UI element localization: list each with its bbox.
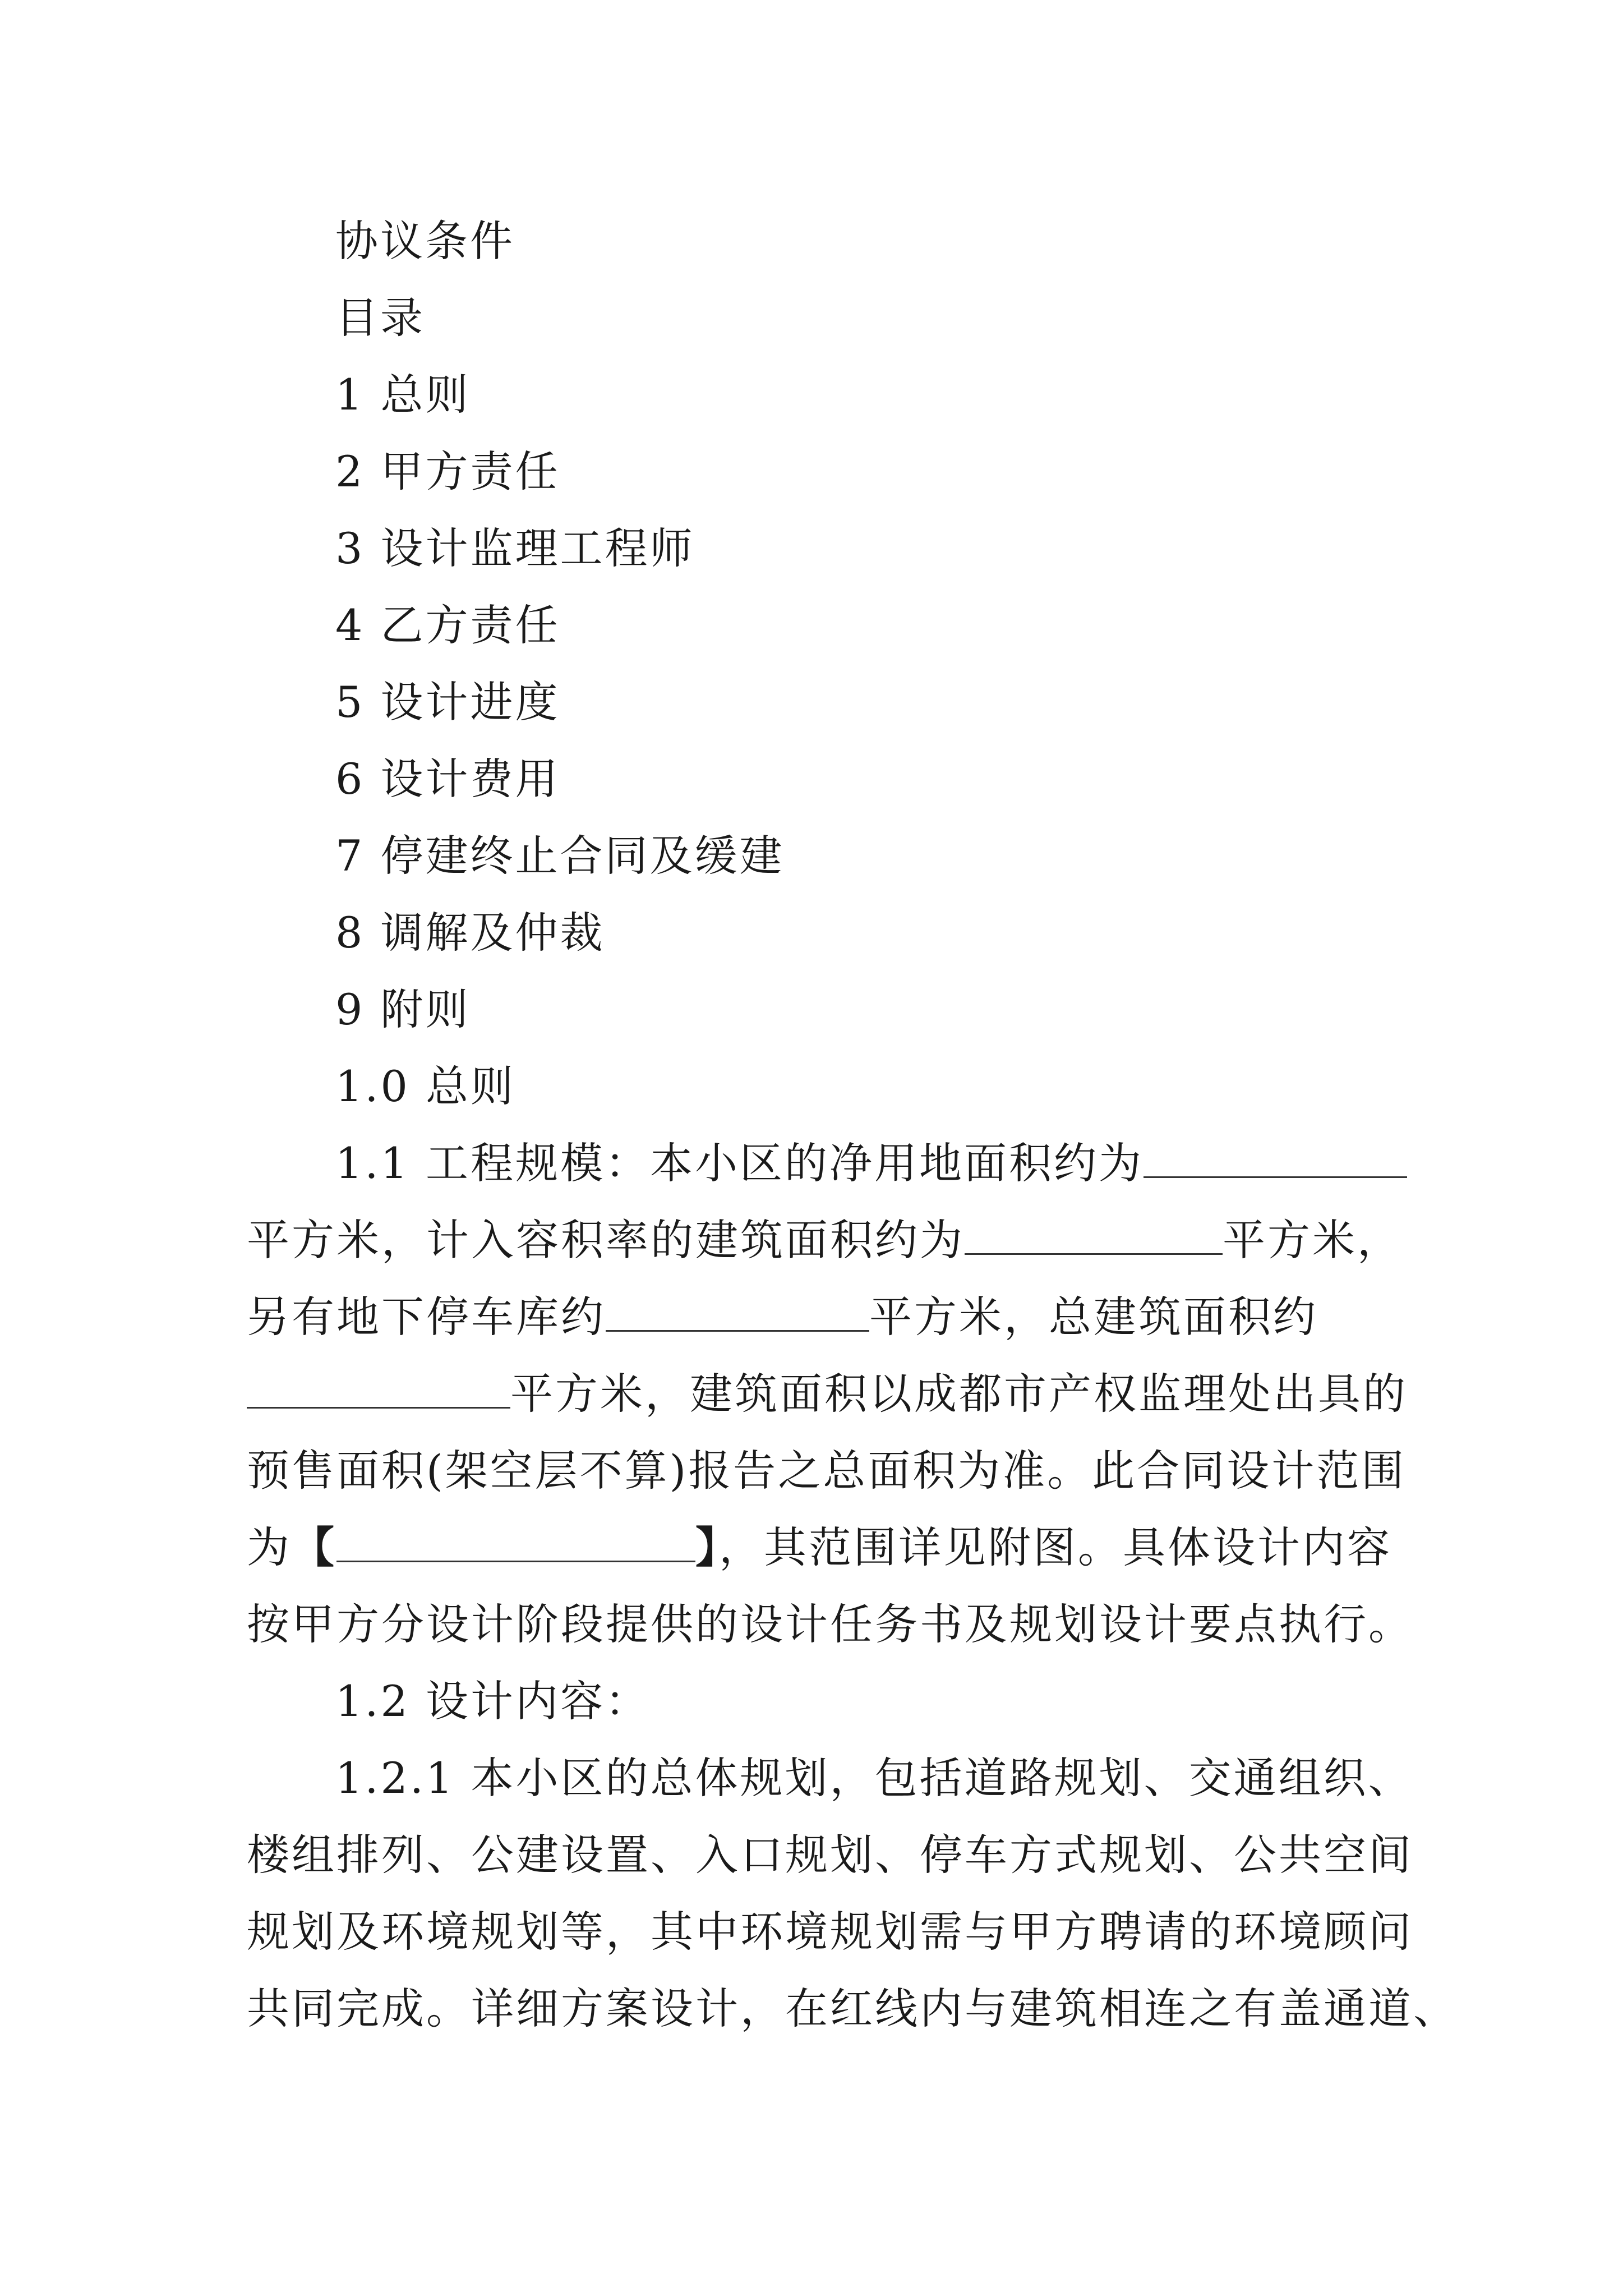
text-run: 平方米，总建筑面积约 xyxy=(869,1292,1318,1342)
section-heading: 1.0 总则 xyxy=(335,1061,516,1111)
toc-item: 7 停建终止合同及缓建 xyxy=(335,831,785,881)
bracket-open: 【 xyxy=(292,1522,336,1572)
toc-heading: 目录 xyxy=(335,293,425,343)
fill-in-blank[interactable] xyxy=(965,1214,1223,1255)
subsection-heading: 1.2 设计内容： xyxy=(335,1676,651,1726)
text-run: 为 xyxy=(247,1522,292,1572)
paragraph-1-1-line xyxy=(247,1289,1318,1345)
text-run: 1.1 工程规模：本小区的净用地面积约为 xyxy=(335,1138,1144,1188)
fill-in-blank[interactable] xyxy=(336,1521,695,1562)
text-run: 平方米，建筑面积以成都市产权监理处出具的 xyxy=(510,1369,1408,1419)
fill-in-blank[interactable] xyxy=(606,1291,869,1332)
toc-item: 2 甲方责任 xyxy=(335,447,560,496)
paragraph-1-2-1-line: 共同完成。详细方案设计，在红线内与建筑相连之有盖通道、 xyxy=(247,1984,1458,2033)
fill-in-blank[interactable] xyxy=(247,1368,510,1409)
toc-item: 6 设计费用 xyxy=(335,754,560,804)
toc-item: 5 设计进度 xyxy=(335,677,560,727)
toc-item: 9 附则 xyxy=(335,984,471,1034)
paragraph-1-1-line: 预售面积(架空层不算)报告之总面积为准。此合同设计范围 xyxy=(247,1446,1407,1496)
paragraph-1-2-1-line: 1.2.1 本小区的总体规划，包括道路规划、交通组织、 xyxy=(335,1753,1413,1803)
paragraph-1-1-line xyxy=(247,1366,1408,1422)
text-run: ，其范围详见附图。具体设计内容 xyxy=(719,1522,1392,1572)
toc-item: 3 设计监理工程师 xyxy=(335,523,695,573)
paragraph-1-2-1-line: 楼组排列、公建设置、入口规划、停车方式规划、公共空间 xyxy=(247,1830,1413,1880)
text-run: 平方米，计入容积率的建筑面积约为 xyxy=(247,1215,965,1265)
text-run: 平方米， xyxy=(1223,1215,1402,1265)
text-run: 另有地下停车库约 xyxy=(247,1292,606,1342)
toc-item: 4 乙方责任 xyxy=(335,600,560,650)
toc-item: 8 调解及仲裁 xyxy=(335,908,605,958)
paragraph-1-1-line: 按甲方分设计阶段提供的设计任务书及规划设计要点执行。 xyxy=(247,1599,1413,1649)
paragraph-1-1-line xyxy=(247,1520,1392,1576)
fill-in-blank[interactable] xyxy=(1144,1137,1407,1178)
paragraph-1-1-line xyxy=(335,1135,1407,1191)
doc-title: 协议条件 xyxy=(335,216,515,266)
bracket-close: 】 xyxy=(695,1522,719,1572)
paragraph-1-1-line xyxy=(247,1212,1402,1268)
toc-item: 1 总则 xyxy=(335,370,471,420)
paragraph-1-2-1-line: 规划及环境规划等，其中环境规划需与甲方聘请的环境顾问 xyxy=(247,1907,1413,1957)
